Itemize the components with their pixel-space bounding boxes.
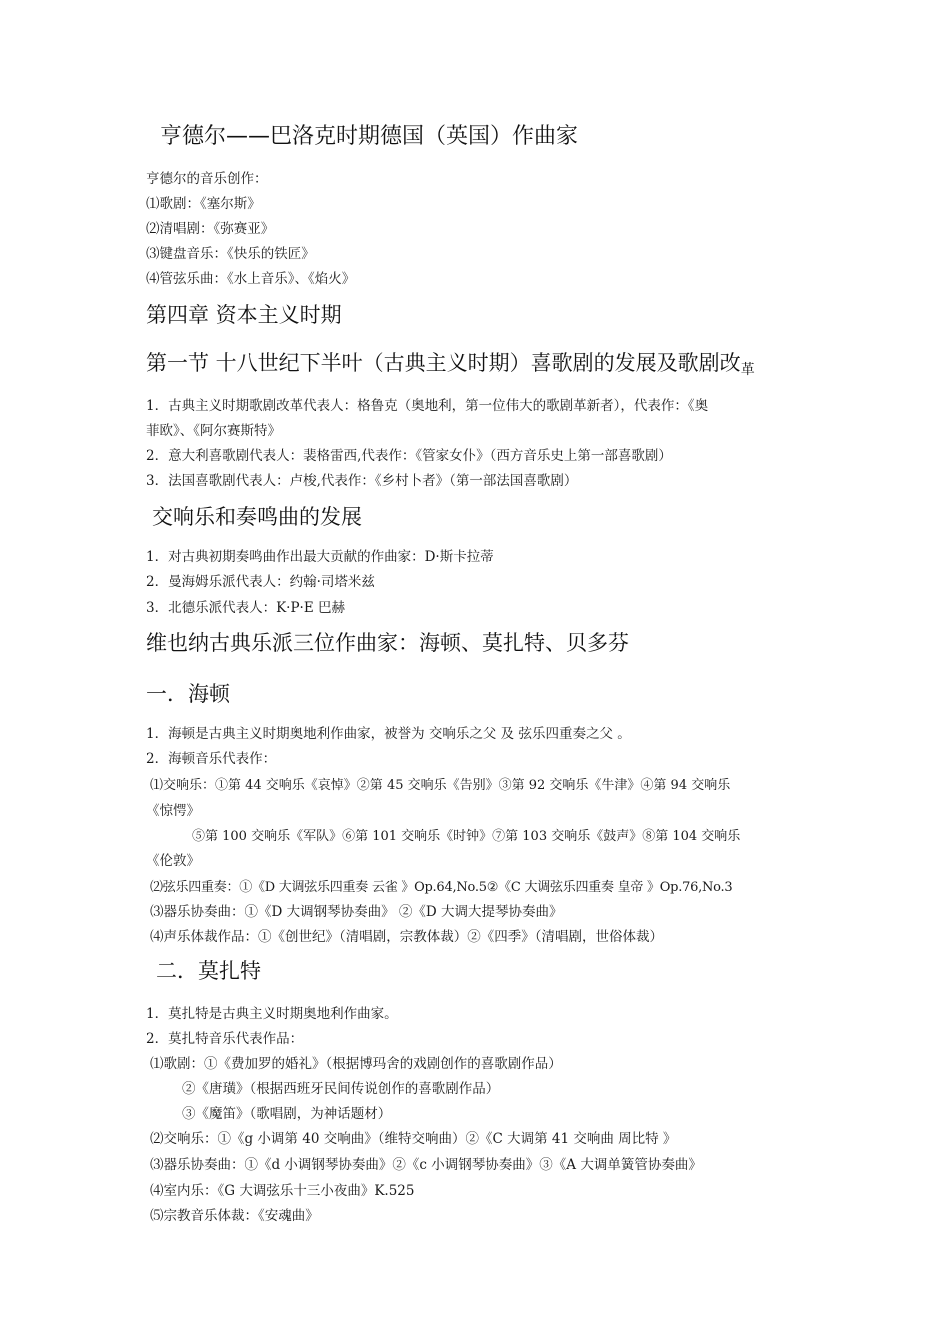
haydn-symphony-line-c: ⑤第 100 交响乐《军队》⑥第 101 交响乐《时钟》⑦第 103 交响乐《鼓声》⑧第 104 交响乐 xyxy=(192,829,741,844)
haydn-item-2: 2．海顿音乐代表作： xyxy=(146,751,277,767)
haydn-concerto-line: ⑶器乐协奏曲：①《D 大调钢琴协奏曲》 ②《D 大调大提琴协奏曲》 xyxy=(150,904,563,920)
heading-symphony-sonata: 交响乐和奏鸣曲的发展 xyxy=(152,505,362,529)
symphony-item-2: 2．曼海姆乐派代表人：约翰·司塔米兹 xyxy=(146,574,375,590)
mozart-concerto-line: ⑶器乐协奏曲：①《d 小调钢琴协奏曲》②《c 小调钢琴协奏曲》③《A 大调单簧管协奏曲》 xyxy=(150,1157,702,1173)
handel-intro: 亨德尔的音乐创作： xyxy=(146,171,268,187)
handel-item-4: ⑷管弦乐曲：《水上音乐》、《焰火》 xyxy=(146,271,356,287)
haydn-symphony-line-b: 《惊愕》 xyxy=(146,803,200,819)
haydn-vocal-line: ⑷声乐体裁作品：①《创世纪》（清唱剧，宗教体裁）②《四季》（清唱剧，世俗体裁） xyxy=(150,929,663,945)
opera-item-1b: 菲欧》、《阿尔赛斯特》 xyxy=(146,423,281,439)
opera-item-1a: 1．古典主义时期歌剧改革代表人：格鲁克（奥地利，第一位伟大的歌剧革新者），代表作：《奥 xyxy=(146,398,709,414)
heading-mozart: 二．莫扎特 xyxy=(156,959,261,983)
handel-item-1: ⑴歌剧：《塞尔斯》 xyxy=(146,196,261,212)
mozart-symphony-line: ⑵交响乐：①《g 小调第 40 交响曲》（维特交响曲）②《C 大调第 41 交响曲 周比特 》 xyxy=(150,1131,677,1147)
heading-section-1-main: 第一节 十八世纪下半叶（古典主义时期）喜歌剧的发展及歌剧改 xyxy=(146,351,741,375)
haydn-item-1: 1．海顿是古典主义时期奥地利作曲家，被誉为 交响乐之父 及 弦乐四重奏之父 。 xyxy=(146,726,631,742)
mozart-opera-line-2: ②《唐璜》（根据西班牙民间传说创作的喜歌剧作品） xyxy=(182,1081,500,1097)
heading-haydn: 一．海顿 xyxy=(146,682,230,706)
mozart-item-2: 2．莫扎特音乐代表作品： xyxy=(146,1031,304,1047)
haydn-quartet-line: ⑵弦乐四重奏：①《D 大调弦乐四重奏 云雀 》Op.64,No.5②《C 大调弦乐四重奏 皇帝 》Op.76,No.3 xyxy=(150,880,733,895)
mozart-opera-line-1: ⑴歌剧：①《费加罗的婚礼》（根据博玛舍的戏剧创作的喜歌剧作品） xyxy=(150,1056,562,1072)
heading-vienna-school: 维也纳古典乐派三位作曲家：海顿、莫扎特、贝多芬 xyxy=(146,631,629,655)
handel-item-3: ⑶键盘音乐：《快乐的铁匠》 xyxy=(146,246,315,262)
mozart-sacred-line: ⑸宗教音乐体裁：《安魂曲》 xyxy=(150,1208,319,1224)
opera-item-2: 2．意大利喜歌剧代表人：裴格雷西,代表作：《管家女仆》（西方音乐史上第一部喜歌剧） xyxy=(146,448,672,464)
heading-section-1 xyxy=(146,353,755,377)
mozart-opera-line-3: ③《魔笛》（歌唱剧，为神话题材） xyxy=(182,1106,392,1122)
symphony-item-3: 3．北德乐派代表人：K·P·E 巴赫 xyxy=(146,600,345,616)
mozart-chamber-line: ⑷室内乐：《G 大调弦乐十三小夜曲》K.525 xyxy=(150,1183,415,1199)
heading-handel: 亨德尔——巴洛克时期德国（英国）作曲家 xyxy=(160,124,579,149)
haydn-symphony-line-a: ⑴交响乐：①第 44 交响乐《哀悼》②第 45 交响乐《告别》③第 92 交响乐《牛津》④第 94 交响乐 xyxy=(150,778,731,793)
haydn-symphony-line-d: 《伦敦》 xyxy=(146,853,200,869)
handel-item-2: ⑵清唱剧：《弥赛亚》 xyxy=(146,221,275,237)
opera-item-3: 3．法国喜歌剧代表人：卢梭,代表作：《乡村卜者》（第一部法国喜歌剧） xyxy=(146,473,578,489)
heading-section-1-tail: 革 xyxy=(740,362,755,378)
mozart-item-1: 1．莫扎特是古典主义时期奥地利作曲家。 xyxy=(146,1006,398,1022)
symphony-item-1: 1．对古典初期奏鸣曲作出最大贡献的作曲家：D·斯卡拉蒂 xyxy=(146,549,494,565)
heading-chapter-4: 第四章 资本主义时期 xyxy=(146,303,342,327)
